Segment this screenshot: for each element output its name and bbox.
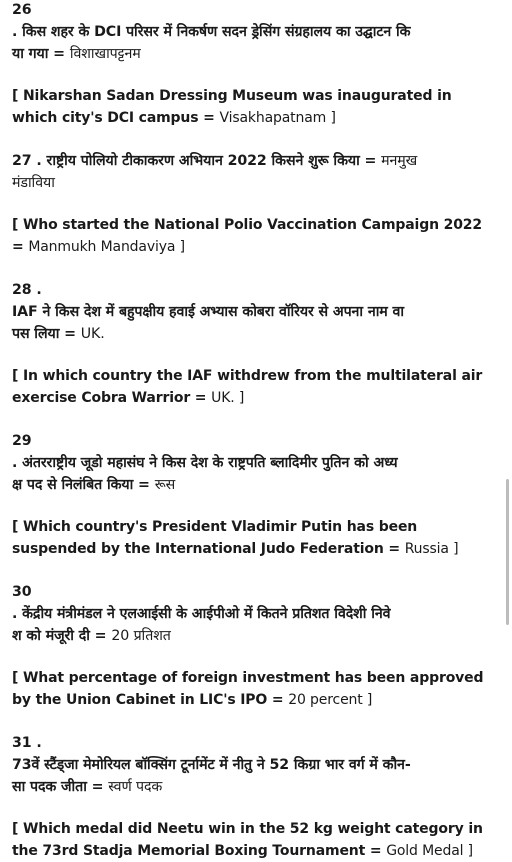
english-question-line — [12, 387, 502, 409]
english-translation-26 — [12, 85, 502, 129]
hindi-question-text: श को मंजूरी दी = — [12, 628, 112, 644]
hindi-question-line: IAF ने किस देश में बहुपक्षीय हवाई अभ्यास कोबरा वॉरियर से अपना नाम वा — [12, 304, 404, 320]
hindi-answer: मनमुख — [381, 153, 418, 169]
english-translation-28 — [12, 365, 502, 409]
english-question-line: [ Nikarshan Sadan Dressing Museum was inaugurated in — [12, 88, 452, 104]
english-question-line — [12, 236, 502, 258]
message-content — [12, 0, 502, 862]
hindi-answer: 20 प्रतिशत — [111, 628, 171, 644]
english-question-line — [12, 840, 502, 862]
english-translation-29 — [12, 516, 502, 560]
hindi-question-line — [12, 474, 502, 496]
hindi-question-line — [12, 150, 502, 172]
question-number: 31 . — [12, 735, 42, 751]
english-question-text: the 73rd Stadja Memorial Boxing Tournament = — [12, 843, 387, 859]
question-26 — [12, 0, 502, 65]
question-number: 26 — [12, 2, 32, 18]
english-answer: Visakhapatnam ] — [219, 110, 336, 126]
question-number: 28 . — [12, 282, 42, 298]
english-translation-31 — [12, 818, 502, 862]
english-question-text: by the Union Cabinet in LIC's IPO = — [12, 692, 289, 708]
hindi-answer-line: मंडाविया — [12, 175, 55, 191]
english-question-text: exercise Cobra Warrior = — [12, 390, 212, 406]
scrollbar-thumb[interactable] — [506, 479, 509, 625]
hindi-question-line: . अंतरराष्ट्रीय जूडो महासंघ ने किस देश के राष्ट्रपति ब्लादिमीर पुतिन को अध्य — [12, 455, 398, 471]
hindi-question-line — [12, 776, 502, 798]
english-question-line: [ Who started the National Polio Vaccination Campaign 2022 — [12, 217, 482, 233]
question-29 — [12, 430, 502, 496]
english-question-text: = — [12, 239, 29, 255]
hindi-answer: विशाखापट्टनम — [69, 46, 141, 62]
hindi-question-line — [12, 323, 502, 345]
hindi-question-text: पस लिया = — [12, 326, 81, 342]
hindi-question-line — [12, 625, 502, 647]
question-31 — [12, 732, 502, 798]
hindi-question-line: 73वें स्टैंड्जा मेमोरियल बॉक्सिंग टूर्नामेंट में नीतु ने 52 किग्रा भार वर्ग में कौन- — [12, 757, 411, 773]
english-question-line: [ Which medal did Neetu win in the 52 kg weight category in — [12, 821, 483, 837]
english-question-text: which city's DCI campus = — [12, 110, 220, 126]
hindi-question-text: 27 . राष्ट्रीय पोलियो टीकाकरण अभियान 2022 किसने शुरू किया = — [12, 153, 382, 169]
english-translation-27 — [12, 214, 502, 258]
english-question-line — [12, 107, 502, 129]
question-28 — [12, 279, 502, 345]
english-question-line: [ In which country the IAF withdrew from the multilateral air — [12, 368, 483, 384]
english-question-line: [ Which country's President Vladimir Putin has been — [12, 519, 418, 535]
english-answer: Manmukh Mandaviya ] — [28, 239, 185, 255]
english-question-text: suspended by the International Judo Federation = — [12, 541, 405, 557]
english-question-line: [ What percentage of foreign investment has been approved — [12, 670, 484, 686]
english-answer: Gold Medal ] — [386, 843, 473, 859]
hindi-question-text: सा पदक जीता = — [12, 779, 109, 795]
english-question-line — [12, 538, 502, 560]
english-question-line — [12, 689, 502, 711]
question-30 — [12, 581, 502, 647]
hindi-answer: रूस — [154, 477, 176, 493]
hindi-question-text: या गया = — [12, 46, 70, 62]
question-number: 30 — [12, 584, 32, 600]
english-translation-30 — [12, 667, 502, 711]
question-27 — [12, 150, 502, 194]
hindi-question-text: क्ष पद से निलंबित किया = — [12, 477, 155, 493]
english-answer: 20 percent ] — [288, 692, 373, 708]
hindi-question-line: . किस शहर के DCI परिसर में निकर्षण सदन ड्रेसिंग संग्रहालय का उद्घाटन कि — [12, 24, 411, 40]
question-number: 29 — [12, 433, 32, 449]
english-answer: Russia ] — [404, 541, 459, 557]
english-answer: UK. ] — [211, 390, 245, 406]
hindi-answer: स्वर्ण पदक — [108, 779, 163, 795]
hindi-question-line — [12, 43, 502, 65]
hindi-answer: UK. — [80, 326, 105, 342]
hindi-question-line: . केंद्रीय मंत्रीमंडल ने एलआईसी के आईपीओ में कितने प्रतिशत विदेशी निवे — [12, 606, 391, 622]
